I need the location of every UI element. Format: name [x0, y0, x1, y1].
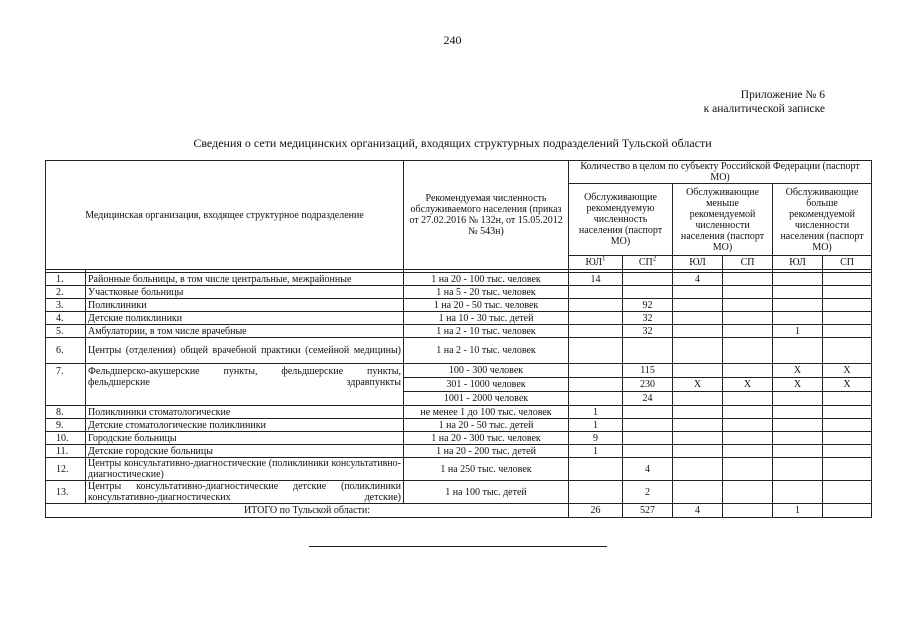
- cell-yl-1: 1: [569, 445, 623, 458]
- cell-sp-1: [623, 445, 673, 458]
- table-row: [46, 432, 872, 445]
- cell-sp-1: 92: [623, 299, 673, 312]
- header-total-group: Количество в целом по субъекту Российской Федерации (паспорт МО): [569, 161, 872, 184]
- table-row: [46, 458, 872, 481]
- cell-yl-3: [773, 458, 823, 481]
- table-row: [46, 445, 872, 458]
- cell-sp-1: 4: [623, 458, 673, 481]
- cell-sp-1: [623, 273, 673, 286]
- header-yl-3: ЮЛ: [773, 256, 823, 270]
- row-recommended: 1 на 2 - 10 тыс. человек: [404, 325, 569, 338]
- cell-yl-3: [773, 286, 823, 299]
- cell-yl-3: [773, 419, 823, 432]
- total-sp-3: [823, 504, 872, 518]
- cell-sp-2: [723, 364, 773, 378]
- cell-sp-1: [623, 286, 673, 299]
- cell-yl-3: [773, 312, 823, 325]
- total-row: [46, 504, 872, 518]
- row-recommended: 1 на 20 - 200 тыс. детей: [404, 445, 569, 458]
- cell-yl-1: [569, 286, 623, 299]
- cell-yl-2: [673, 445, 723, 458]
- table-row: [46, 419, 872, 432]
- row-recommended: 1 на 250 тыс. человек: [404, 458, 569, 481]
- row-recommended: 1 на 100 тыс. детей: [404, 481, 569, 504]
- cell-yl-2: [673, 432, 723, 445]
- cell-sp-1: [623, 419, 673, 432]
- row-name: Участковые больницы: [86, 286, 404, 299]
- row-recommended: 1 на 5 - 20 тыс. человек: [404, 286, 569, 299]
- cell-sp-3: X: [823, 364, 872, 378]
- cell-sp-3: X: [823, 378, 872, 392]
- document-title: Сведения о сети медицинских организаций, входящих структурных подразделений Тульской области: [193, 136, 712, 150]
- header-sp-3: СП: [823, 256, 872, 270]
- header-sp-2: СП: [723, 256, 773, 270]
- appendix-note: [704, 88, 825, 116]
- cell-yl-1: 1: [569, 419, 623, 432]
- row-number: 12.: [46, 458, 86, 481]
- cell-sp-3: [823, 273, 872, 286]
- cell-sp-3: [823, 338, 872, 364]
- total-sp-1: 527: [623, 504, 673, 518]
- row-recommended: 1 на 20 - 100 тыс. человек: [404, 273, 569, 286]
- total-yl-2: 4: [673, 504, 723, 518]
- row-number: 13.: [46, 481, 86, 504]
- cell-sp-1: [623, 406, 673, 419]
- table-row: [46, 406, 872, 419]
- row-recommended: не менее 1 до 100 тыс. человек: [404, 406, 569, 419]
- row-name: Детские поликлиники: [86, 312, 404, 325]
- row-recommended: 1 на 20 - 50 тыс. детей: [404, 419, 569, 432]
- cell-sp-1: 32: [623, 312, 673, 325]
- row-name: Поликлиники: [86, 299, 404, 312]
- cell-yl-1: [569, 364, 623, 378]
- cell-sp-2: [723, 299, 773, 312]
- row-recommended: 1 на 20 - 300 тыс. человек: [404, 432, 569, 445]
- cell-sp-1: 230: [623, 378, 673, 392]
- cell-yl-1: [569, 325, 623, 338]
- cell-yl-2: X: [673, 378, 723, 392]
- cell-sp-2: [723, 286, 773, 299]
- cell-sp-3: [823, 299, 872, 312]
- row-number: 3.: [46, 299, 86, 312]
- cell-yl-3: [773, 406, 823, 419]
- row-name: Городские больницы: [86, 432, 404, 445]
- row-number: 8.: [46, 406, 86, 419]
- cell-yl-2: [673, 338, 723, 364]
- cell-yl-2: [673, 458, 723, 481]
- cell-sp-3: [823, 286, 872, 299]
- row-name: Детские стоматологические поликлиники: [86, 419, 404, 432]
- cell-sp-2: [723, 481, 773, 504]
- cell-sp-1: [623, 338, 673, 364]
- row-name: Амбулатории, в том числе врачебные: [86, 325, 404, 338]
- row-number: 11.: [46, 445, 86, 458]
- table-row: [46, 286, 872, 299]
- cell-yl-2: [673, 419, 723, 432]
- row-name: Фельдшерско-акушерские пункты, фельдшерские пункты, фельдшерские здравпункты: [86, 364, 404, 406]
- cell-sp-2: [723, 406, 773, 419]
- appendix-line-2: к аналитической записке: [703, 103, 825, 115]
- row-name: Центры консультативно-диагностические детские (поликлиники консультативно-диагностических детские): [86, 481, 404, 504]
- cell-sp-3: [823, 325, 872, 338]
- cell-yl-3: [773, 273, 823, 286]
- cell-yl-3: [773, 392, 823, 406]
- cell-sp-2: [723, 419, 773, 432]
- cell-sp-3: [823, 432, 872, 445]
- cell-sp-3: [823, 458, 872, 481]
- total-yl-1: 26: [569, 504, 623, 518]
- cell-sp-1: [623, 432, 673, 445]
- row-recommended: 100 - 300 человек: [404, 364, 569, 378]
- table-row: [46, 364, 872, 378]
- header-recommended: Рекомендуемая численность обслуживаемого населения (приказ от 27.02.2016 № 132н, от 15.05.2012 № 543н): [404, 161, 569, 270]
- cell-yl-2: [673, 325, 723, 338]
- medical-network-table: [45, 160, 872, 518]
- row-number: 4.: [46, 312, 86, 325]
- total-sp-2: [723, 504, 773, 518]
- header-group-recommended: Обслуживающие рекомендуемую численность населения (паспорт МО): [569, 184, 673, 256]
- cell-sp-2: [723, 273, 773, 286]
- row-number: 2.: [46, 286, 86, 299]
- cell-yl-1: [569, 312, 623, 325]
- row-name: Поликлиники стоматологические: [86, 406, 404, 419]
- cell-sp-2: X: [723, 378, 773, 392]
- header-yl-2: ЮЛ: [673, 256, 723, 270]
- cell-yl-1: [569, 338, 623, 364]
- cell-sp-3: [823, 419, 872, 432]
- row-number: 5.: [46, 325, 86, 338]
- cell-yl-2: [673, 481, 723, 504]
- cell-yl-1: 14: [569, 273, 623, 286]
- cell-sp-3: [823, 312, 872, 325]
- cell-yl-1: [569, 392, 623, 406]
- cell-sp-1: 24: [623, 392, 673, 406]
- cell-yl-3: [773, 445, 823, 458]
- cell-yl-2: 4: [673, 273, 723, 286]
- cell-yl-2: [673, 312, 723, 325]
- cell-yl-1: [569, 458, 623, 481]
- header-group-less: Обслуживающие меньше рекомендуемой численности населения (паспорт МО): [673, 184, 773, 256]
- cell-yl-2: [673, 406, 723, 419]
- table-row: [46, 325, 872, 338]
- row-name: Детские городские больницы: [86, 445, 404, 458]
- footnote-separator-line: [309, 546, 607, 547]
- cell-yl-2: [673, 364, 723, 378]
- cell-sp-3: [823, 406, 872, 419]
- table-row: [46, 312, 872, 325]
- total-yl-3: 1: [773, 504, 823, 518]
- cell-yl-3: [773, 299, 823, 312]
- cell-sp-2: [723, 338, 773, 364]
- cell-sp-2: [723, 432, 773, 445]
- cell-yl-1: 1: [569, 406, 623, 419]
- row-recommended: 1 на 2 - 10 тыс. человек: [404, 338, 569, 364]
- cell-sp-2: [723, 458, 773, 481]
- row-name: Центры консультативно-диагностические (поликлиники консультативно-диагностические): [86, 458, 404, 481]
- cell-yl-3: [773, 481, 823, 504]
- cell-sp-2: [723, 445, 773, 458]
- cell-sp-2: [723, 312, 773, 325]
- row-recommended: 1 на 20 - 50 тыс. человек: [404, 299, 569, 312]
- cell-yl-1: [569, 481, 623, 504]
- header-sp-1: $СП^2$: [623, 256, 673, 270]
- header-row-1: [46, 161, 872, 184]
- cell-yl-1: [569, 378, 623, 392]
- cell-yl-1: [569, 299, 623, 312]
- table-row: [46, 299, 872, 312]
- cell-yl-2: [673, 392, 723, 406]
- header-group-more: Обслуживающие больше рекомендуемой численности населения (паспорт МО): [773, 184, 872, 256]
- row-number: 10.: [46, 432, 86, 445]
- cell-yl-3: X: [773, 378, 823, 392]
- table-row: [46, 338, 872, 364]
- row-number: 9.: [46, 419, 86, 432]
- header-org: Медицинская организация, входящее структурное подразделение: [46, 161, 404, 270]
- cell-sp-2: [723, 392, 773, 406]
- cell-sp-3: [823, 481, 872, 504]
- row-number: 7.: [46, 364, 86, 406]
- cell-sp-1: 115: [623, 364, 673, 378]
- cell-yl-3: 1: [773, 325, 823, 338]
- appendix-line-1: Приложение № 6: [740, 89, 825, 101]
- row-name: Центры (отделения) общей врачебной практики (семейной медицины): [86, 338, 404, 364]
- row-number: 6.: [46, 338, 86, 364]
- cell-sp-3: [823, 445, 872, 458]
- cell-yl-3: X: [773, 364, 823, 378]
- row-recommended: 1001 - 2000 человек: [404, 392, 569, 406]
- row-number: 1.: [46, 273, 86, 286]
- cell-yl-3: [773, 432, 823, 445]
- cell-yl-3: [773, 338, 823, 364]
- header-yl-1: $ЮЛ^1$: [569, 256, 623, 270]
- table-row: [46, 273, 872, 286]
- row-recommended: 1 на 10 - 30 тыс. детей: [404, 312, 569, 325]
- page-number: 240: [443, 33, 462, 47]
- cell-sp-1: 2: [623, 481, 673, 504]
- total-label: ИТОГО по Тульской области:: [46, 504, 569, 518]
- cell-yl-1: 9: [569, 432, 623, 445]
- row-name: Районные больницы, в том числе центральные, межрайонные: [86, 273, 404, 286]
- cell-yl-2: [673, 299, 723, 312]
- cell-yl-2: [673, 286, 723, 299]
- row-recommended: 301 - 1000 человек: [404, 378, 569, 392]
- table-row: [46, 481, 872, 504]
- cell-sp-1: 32: [623, 325, 673, 338]
- cell-sp-2: [723, 325, 773, 338]
- cell-sp-3: [823, 392, 872, 406]
